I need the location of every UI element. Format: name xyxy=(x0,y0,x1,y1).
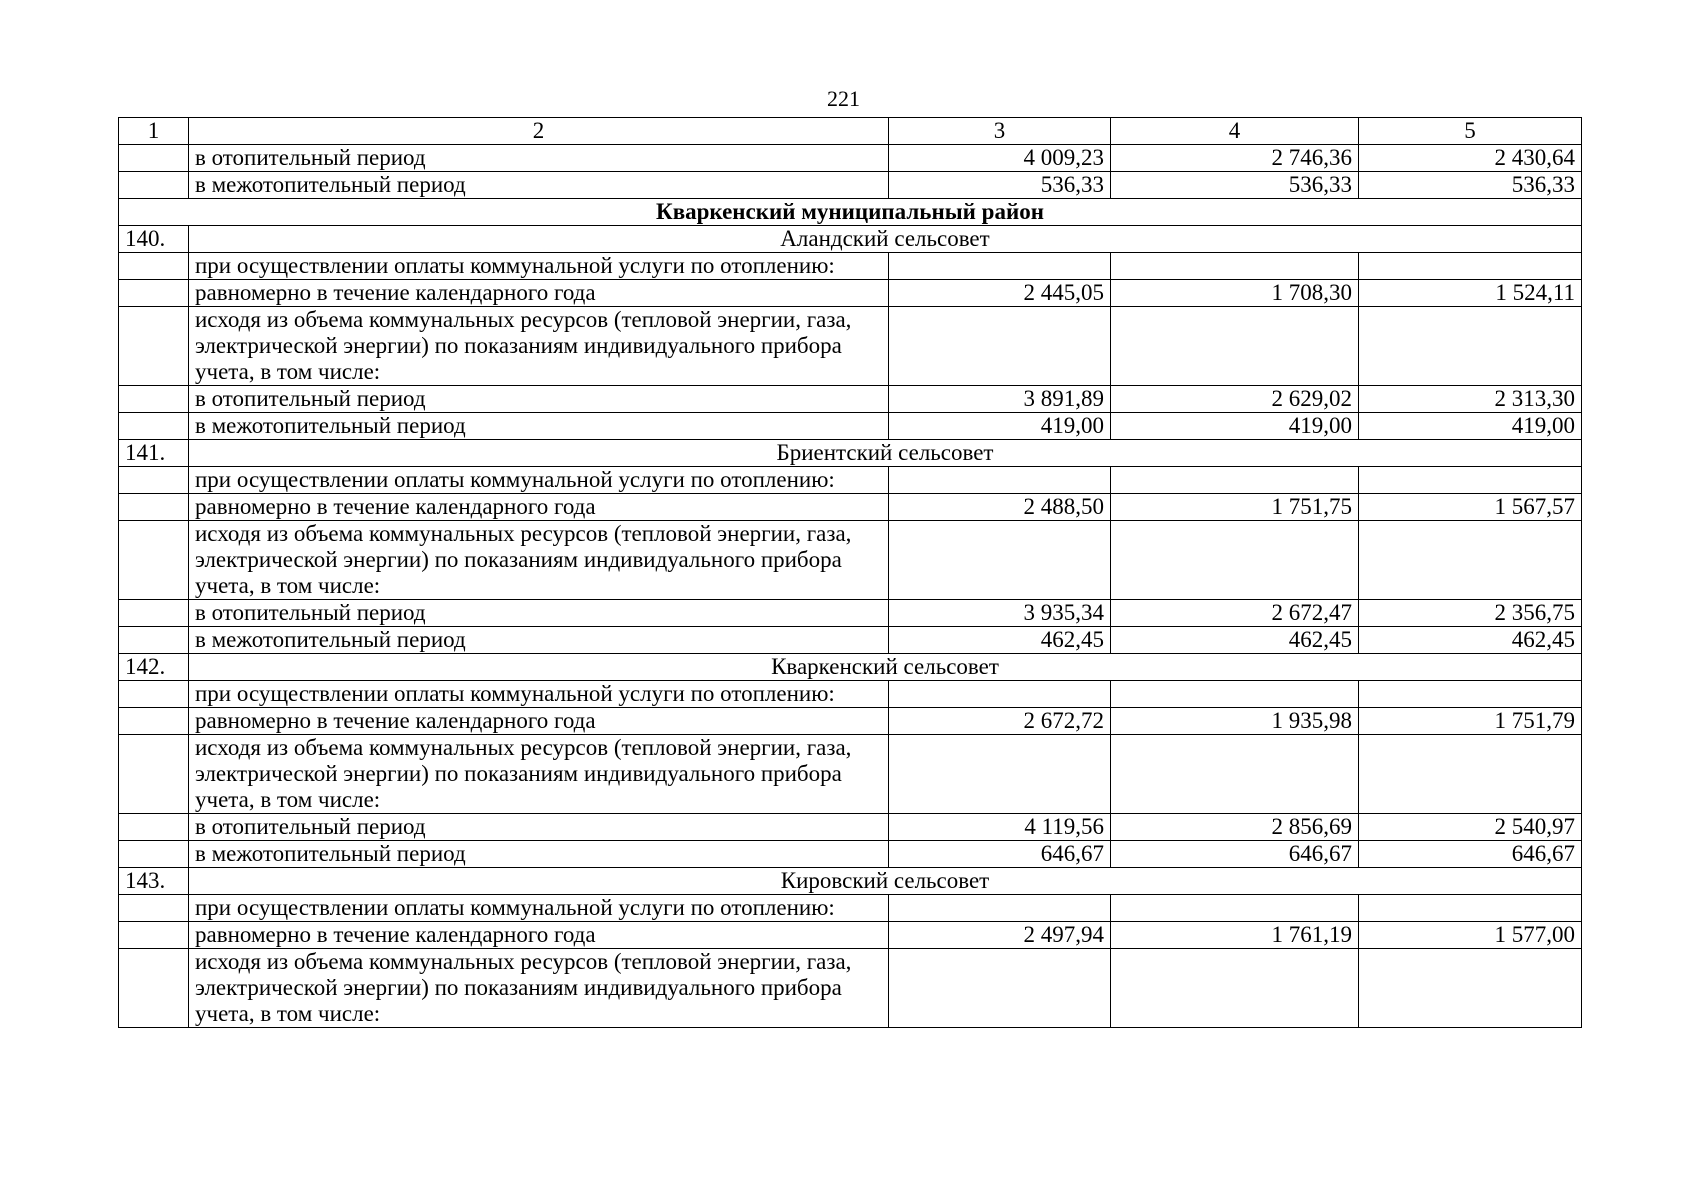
row-index: 143. xyxy=(119,868,189,895)
value-cell: 4 119,56 xyxy=(889,814,1111,841)
subsection-row xyxy=(119,654,1582,681)
table-body xyxy=(119,118,1582,1028)
value-cell xyxy=(1111,307,1359,386)
value-cell xyxy=(1359,681,1582,708)
value-cell: 3 891,89 xyxy=(889,386,1111,413)
value-cell: 2 672,47 xyxy=(1111,600,1359,627)
row-label: исходя из объема коммунальных ресурсов (тепловой энергии, газа, электрической энергии) по показаниям индивидуального прибора учета, в том числе: xyxy=(189,307,889,386)
table-row xyxy=(119,600,1582,627)
section-row xyxy=(119,199,1582,226)
value-cell: 2 672,72 xyxy=(889,708,1111,735)
column-number: 3 xyxy=(889,118,1111,145)
value-cell xyxy=(1111,949,1359,1028)
row-label: в отопительный период xyxy=(189,814,889,841)
value-cell: 536,33 xyxy=(889,172,1111,199)
value-cell: 1 751,79 xyxy=(1359,708,1582,735)
row-index xyxy=(119,307,189,386)
table-row xyxy=(119,494,1582,521)
value-cell: 2 497,94 xyxy=(889,922,1111,949)
value-cell: 2 629,02 xyxy=(1111,386,1359,413)
value-cell: 1 708,30 xyxy=(1111,280,1359,307)
subsection-row xyxy=(119,440,1582,467)
value-cell: 2 430,64 xyxy=(1359,145,1582,172)
value-cell: 3 935,34 xyxy=(889,600,1111,627)
value-cell: 646,67 xyxy=(1359,841,1582,868)
value-cell xyxy=(1111,681,1359,708)
table-row xyxy=(119,895,1582,922)
row-index xyxy=(119,841,189,868)
row-label: в межотопительный период xyxy=(189,172,889,199)
row-label: при осуществлении оплаты коммунальной услуги по отоплению: xyxy=(189,895,889,922)
row-label: исходя из объема коммунальных ресурсов (тепловой энергии, газа, электрической энергии) по показаниям индивидуального прибора учета, в том числе: xyxy=(189,521,889,600)
row-label: исходя из объема коммунальных ресурсов (тепловой энергии, газа, электрической энергии) по показаниям индивидуального прибора учета, в том числе: xyxy=(189,735,889,814)
table-row xyxy=(119,413,1582,440)
value-cell: 2 313,30 xyxy=(1359,386,1582,413)
row-index xyxy=(119,814,189,841)
row-label: при осуществлении оплаты коммунальной услуги по отоплению: xyxy=(189,253,889,280)
row-label: исходя из объема коммунальных ресурсов (тепловой энергии, газа, электрической энергии) по показаниям индивидуального прибора учета, в том числе: xyxy=(189,949,889,1028)
value-cell xyxy=(1359,735,1582,814)
row-label: в отопительный период xyxy=(189,145,889,172)
value-cell: 2 540,97 xyxy=(1359,814,1582,841)
table-row xyxy=(119,521,1582,600)
row-label: в отопительный период xyxy=(189,386,889,413)
column-number: 4 xyxy=(1111,118,1359,145)
value-cell: 419,00 xyxy=(889,413,1111,440)
table-row xyxy=(119,681,1582,708)
row-label: в межотопительный период xyxy=(189,627,889,654)
tariff-table xyxy=(118,117,1582,1028)
table-row xyxy=(119,735,1582,814)
value-cell xyxy=(1359,253,1582,280)
table-row xyxy=(119,949,1582,1028)
row-index xyxy=(119,386,189,413)
section-title: Кваркенский муниципальный район xyxy=(119,199,1582,226)
value-cell xyxy=(1111,895,1359,922)
value-cell xyxy=(1359,467,1582,494)
table-row xyxy=(119,922,1582,949)
row-index xyxy=(119,494,189,521)
value-cell: 1 935,98 xyxy=(1111,708,1359,735)
value-cell xyxy=(889,949,1111,1028)
row-index xyxy=(119,922,189,949)
row-index: 142. xyxy=(119,654,189,681)
value-cell xyxy=(889,521,1111,600)
value-cell xyxy=(1111,521,1359,600)
value-cell: 1 524,11 xyxy=(1359,280,1582,307)
value-cell: 2 445,05 xyxy=(889,280,1111,307)
subsection-title: Кваркенский сельсовет xyxy=(189,654,1582,681)
row-index xyxy=(119,467,189,494)
row-index: 140. xyxy=(119,226,189,253)
row-index xyxy=(119,681,189,708)
value-cell: 646,67 xyxy=(1111,841,1359,868)
value-cell xyxy=(1359,949,1582,1028)
value-cell xyxy=(1359,307,1582,386)
value-cell: 2 746,36 xyxy=(1111,145,1359,172)
row-label: в межотопительный период xyxy=(189,841,889,868)
value-cell xyxy=(1111,735,1359,814)
subsection-title: Аландский сельсовет xyxy=(189,226,1582,253)
row-index xyxy=(119,145,189,172)
subsection-row xyxy=(119,868,1582,895)
column-number-row xyxy=(119,118,1582,145)
row-index xyxy=(119,280,189,307)
row-label: в межотопительный период xyxy=(189,413,889,440)
value-cell xyxy=(889,307,1111,386)
table-row xyxy=(119,386,1582,413)
column-number: 5 xyxy=(1359,118,1582,145)
row-index xyxy=(119,708,189,735)
row-label: равномерно в течение календарного года xyxy=(189,494,889,521)
row-index xyxy=(119,172,189,199)
value-cell xyxy=(1111,467,1359,494)
row-index xyxy=(119,895,189,922)
value-cell xyxy=(1359,521,1582,600)
value-cell: 1 567,57 xyxy=(1359,494,1582,521)
value-cell: 2 856,69 xyxy=(1111,814,1359,841)
page-number: 221 xyxy=(827,86,860,111)
column-number: 2 xyxy=(189,118,889,145)
table-row xyxy=(119,708,1582,735)
value-cell: 536,33 xyxy=(1111,172,1359,199)
row-index xyxy=(119,600,189,627)
row-label: равномерно в течение календарного года xyxy=(189,280,889,307)
value-cell: 536,33 xyxy=(1359,172,1582,199)
value-cell: 462,45 xyxy=(889,627,1111,654)
value-cell: 462,45 xyxy=(1111,627,1359,654)
value-cell: 419,00 xyxy=(1111,413,1359,440)
table-row xyxy=(119,253,1582,280)
value-cell xyxy=(889,895,1111,922)
subsection-row xyxy=(119,226,1582,253)
value-cell xyxy=(889,253,1111,280)
row-index xyxy=(119,735,189,814)
row-label: при осуществлении оплаты коммунальной услуги по отоплению: xyxy=(189,681,889,708)
table-row xyxy=(119,467,1582,494)
value-cell: 646,67 xyxy=(889,841,1111,868)
column-number: 1 xyxy=(119,118,189,145)
value-cell xyxy=(1111,253,1359,280)
value-cell xyxy=(889,467,1111,494)
row-index xyxy=(119,413,189,440)
row-index xyxy=(119,253,189,280)
value-cell: 2 356,75 xyxy=(1359,600,1582,627)
value-cell: 462,45 xyxy=(1359,627,1582,654)
table-row xyxy=(119,280,1582,307)
table-row xyxy=(119,172,1582,199)
value-cell: 4 009,23 xyxy=(889,145,1111,172)
row-label: равномерно в течение календарного года xyxy=(189,922,889,949)
table-row xyxy=(119,145,1582,172)
value-cell xyxy=(889,735,1111,814)
value-cell: 1 577,00 xyxy=(1359,922,1582,949)
value-cell: 2 488,50 xyxy=(889,494,1111,521)
row-index xyxy=(119,949,189,1028)
value-cell xyxy=(889,681,1111,708)
table-row xyxy=(119,307,1582,386)
value-cell: 419,00 xyxy=(1359,413,1582,440)
value-cell: 1 751,75 xyxy=(1111,494,1359,521)
row-index xyxy=(119,521,189,600)
row-label: равномерно в течение календарного года xyxy=(189,708,889,735)
value-cell xyxy=(1359,895,1582,922)
subsection-title: Бриентский сельсовет xyxy=(189,440,1582,467)
table-row xyxy=(119,627,1582,654)
row-index: 141. xyxy=(119,440,189,467)
subsection-title: Кировский сельсовет xyxy=(189,868,1582,895)
row-label: в отопительный период xyxy=(189,600,889,627)
row-index xyxy=(119,627,189,654)
value-cell: 1 761,19 xyxy=(1111,922,1359,949)
table-row xyxy=(119,841,1582,868)
row-label: при осуществлении оплаты коммунальной услуги по отоплению: xyxy=(189,467,889,494)
table-row xyxy=(119,814,1582,841)
